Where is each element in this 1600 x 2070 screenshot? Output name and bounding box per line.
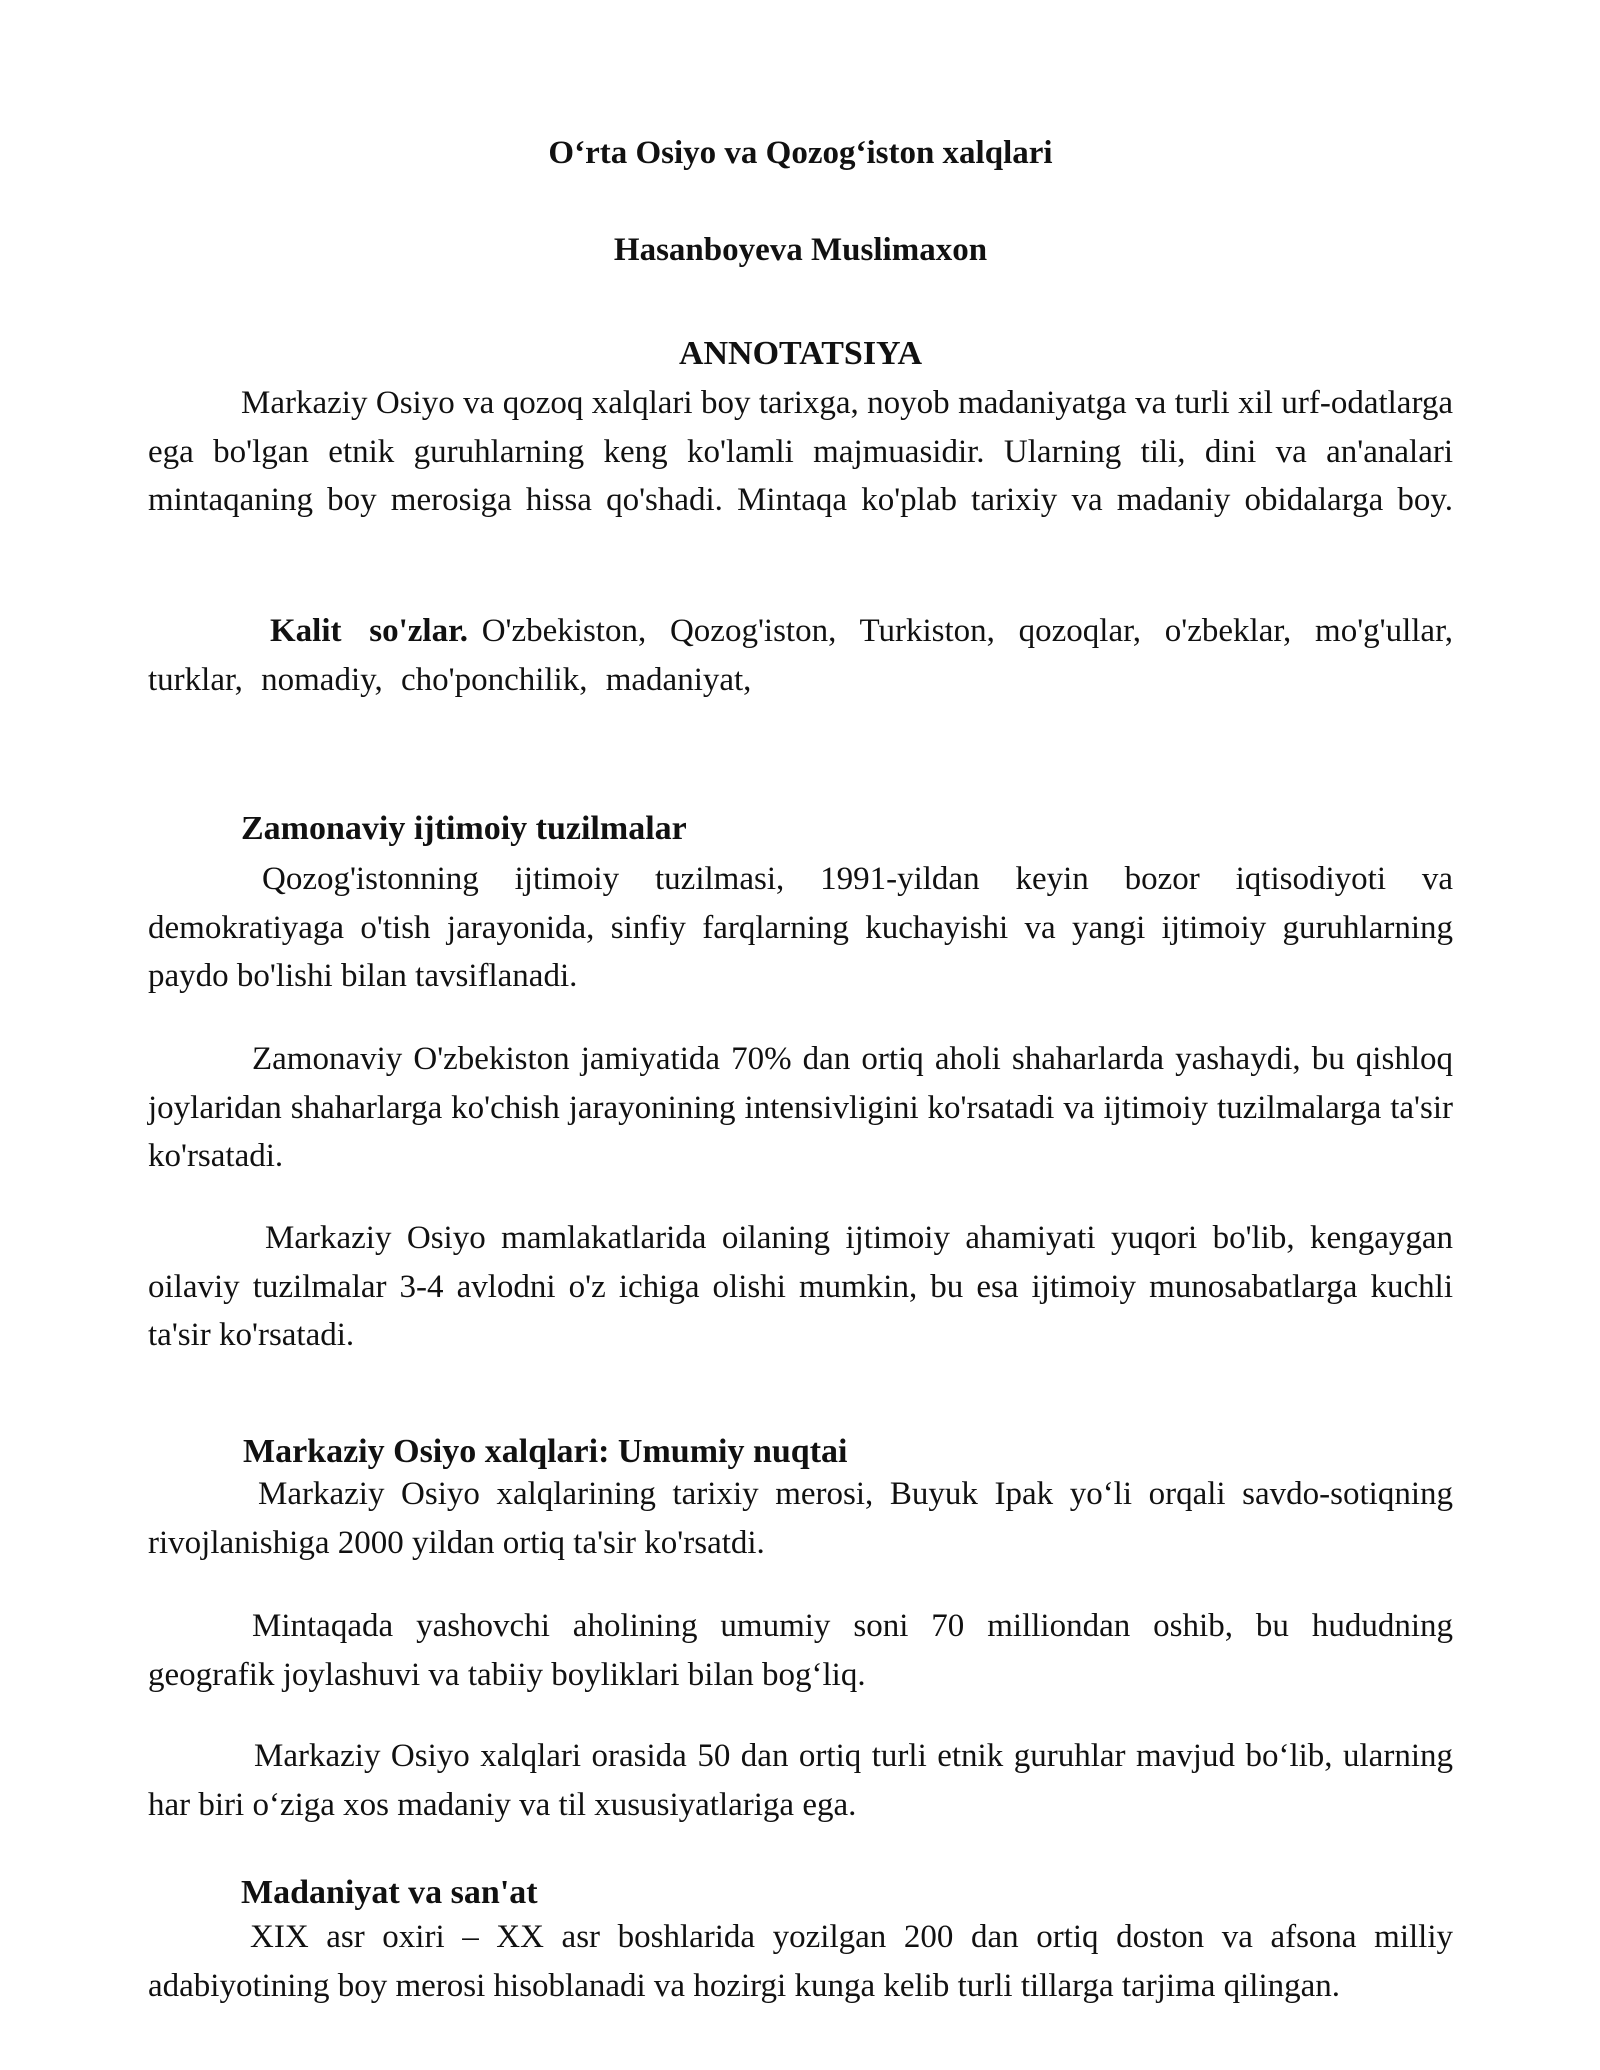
author-name: Hasanboyeva Muslimaxon xyxy=(613,232,988,268)
keywords-paragraph xyxy=(148,607,1453,704)
keywords-list: O'zbekiston, Qozog'iston, Turkiston, qozoqlar, o'zbeklar, mo'g'ullar, turklar, nomadiy, cho'ponchilik, madaniyat, xyxy=(148,613,1453,698)
document-title: O‘rta Osiyo va Qozog‘iston xalqlari xyxy=(548,135,1053,171)
section-2-paragraph-1: Markaziy Osiyo xalqlarining tarixiy merosi, Buyuk Ipak yo‘li orqali savdo-sotiqning rivojlanishiga 2000 yildan ortiq ta'sir ko'rsatdi. xyxy=(148,1476,1453,1561)
keywords-label: Kalit so'zlar. xyxy=(270,613,468,649)
section-1-paragraph-3: Markaziy Osiyo mamlakatlarida oilaning ijtimoiy ahamiyati yuqori bo'lib, kengaygan oilaviy tuzilmalar 3-4 avlodni o'z ichiga olishi mumkin, bu esa ijtimoiy munosabatlarga kuchli ta'sir ko'rsatadi. xyxy=(148,1220,1453,1353)
section-3-paragraph-1: XIX asr oxiri – XX asr boshlarida yozilgan 200 dan ortiq doston va afsona milliy adabiyotining boy merosi hisoblanadi va hozirgi kunga kelib turli tillarga tarjima qilingan. xyxy=(148,1919,1453,2004)
section-1-paragraph-2: Zamonaviy O'zbekiston jamiyatida 70% dan ortiq aholi shaharlarda yashaydi, bu qishloq joylaridan shaharlarga ko'chish jarayonining intensivligini ko'rsatadi va ijtimoiy tuzilmalarga ta'sir ko'rsatadi. xyxy=(148,1041,1453,1174)
section-2-paragraph-3: Markaziy Osiyo xalqlari orasida 50 dan ortiq turli etnik guruhlar mavjud bo‘lib, ularning har biri o‘ziga xos madaniy va til xususiyatlariga ega. xyxy=(148,1738,1453,1823)
section-heading-overview: Markaziy Osiyo xalqlari: Umumiy nuqtai xyxy=(243,1433,848,1470)
section-1-paragraph-1: Qozog'istonning ijtimoiy tuzilmasi, 1991-yildan keyin bozor iqtisodiyoti va demokratiyaga o'tish jarayonida, sinfiy farqlarning kuchayishi va yangi ijtimoiy guruhlarning paydo bo'lishi bilan tavsiflanadi. xyxy=(148,861,1453,994)
section-heading-social-structures: Zamonaviy ijtimoiy tuzilmalar xyxy=(241,810,687,847)
section-heading-culture-art: Madaniyat va san'at xyxy=(241,1874,538,1911)
section-2-paragraph-2: Mintaqada yashovchi aholining umumiy soni 70 milliondan oshib, bu hududning geografik joylashuvi va tabiiy boyliklari bilan bog‘liq. xyxy=(148,1608,1453,1693)
abstract-heading: ANNOTATSIYA xyxy=(678,335,923,372)
abstract-paragraph: Markaziy Osiyo va qozoq xalqlari boy tarixga, noyob madaniyatga va turli xil urf-odatlarga ega bo'lgan etnik guruhlarning keng ko'lamli majmuasidir. Ularning tili, dini va an'analari mintaqaning boy merosiga hissa qo'shadi. Mintaqa ko'plab tarixiy va madaniy obidalarga boy. xyxy=(148,385,1453,518)
